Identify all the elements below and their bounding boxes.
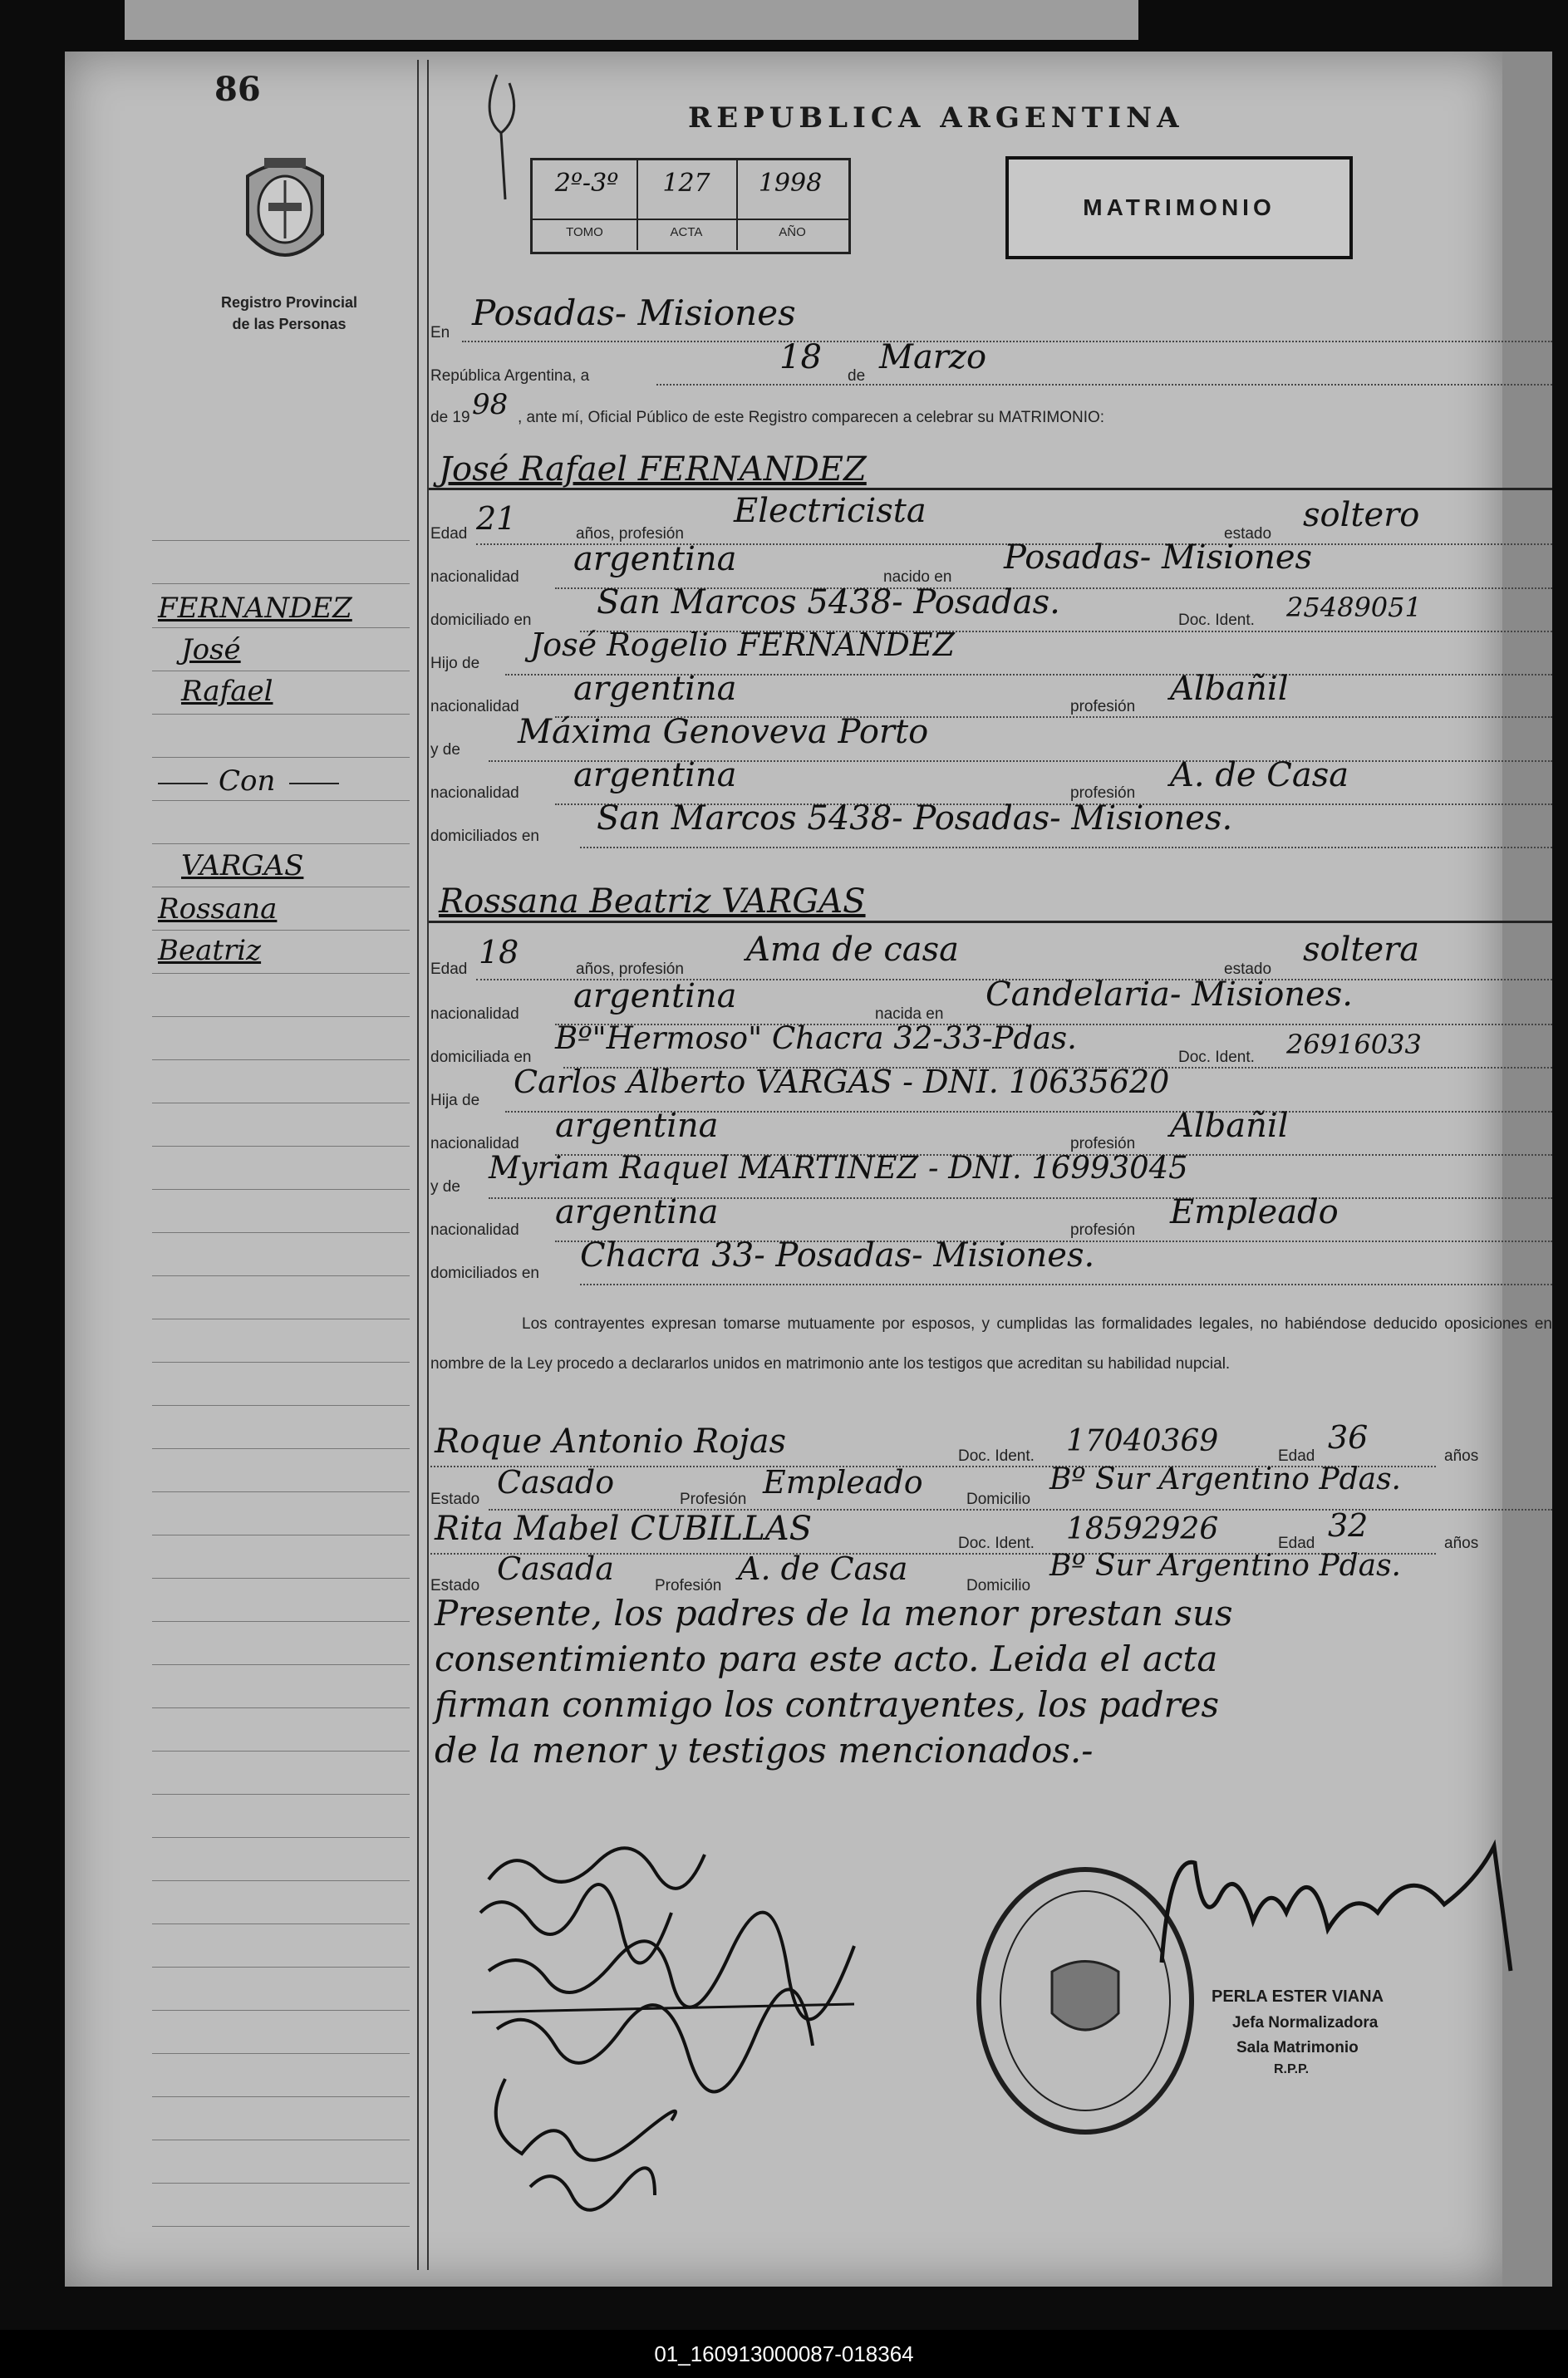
bride-name: Rossana Beatriz VARGAS — [439, 882, 866, 921]
witness2-address: Bº Sur Argentino Pdas. — [1049, 1549, 1401, 1583]
groom-father-prof-label: profesión — [1070, 698, 1136, 715]
margin-rule — [152, 1751, 410, 1752]
register-page — [65, 52, 1552, 2287]
margin-rule — [152, 1794, 410, 1795]
month-value: Marzo — [879, 338, 987, 376]
note-line: Presente, los padres de la menor prestan sus — [435, 1593, 1233, 1634]
bride-father-nationality: argentina — [555, 1107, 719, 1145]
bride-father-profession: Albañil — [1170, 1107, 1289, 1145]
note-line: de la menor y testigos mencionados.- — [435, 1730, 1094, 1771]
margin-rule — [152, 1967, 410, 1968]
groom-parents-dom-label: domiciliados en — [430, 828, 539, 845]
margin-note-name: José — [181, 633, 241, 666]
groom-father-nat-label: nacionalidad — [430, 698, 519, 715]
groom-nationality: argentina — [573, 540, 737, 578]
bride-father-prof-label: profesión — [1070, 1135, 1136, 1152]
witness2-estado-label: Estado — [430, 1577, 480, 1594]
groom-estado-label: estado — [1224, 525, 1272, 543]
groom-father-profession: Albañil — [1170, 670, 1289, 708]
margin-note-surname: VARGAS — [181, 849, 304, 882]
witness2-name: Rita Mabel CUBILLAS — [435, 1510, 813, 1548]
fill-line — [580, 1284, 1552, 1285]
anio-value: 1998 — [758, 169, 823, 198]
witness2-doc: 18592926 — [1066, 1512, 1219, 1546]
registry-name-line2: de las Personas — [232, 316, 347, 332]
margin-rule — [152, 973, 410, 974]
witness1-name: Roque Antonio Rojas — [435, 1422, 787, 1461]
note-line: firman conmigo los contrayentes, los padres — [435, 1684, 1220, 1725]
bride-edad-label: Edad — [430, 961, 468, 978]
witness2-dom-label: Domicilio — [966, 1577, 1031, 1594]
bride-dom-label: domiciliada en — [430, 1049, 532, 1066]
margin-rule — [152, 1405, 410, 1406]
margin-note-surname: FERNANDEZ — [158, 592, 352, 625]
bride-mother-prof-label: profesión — [1070, 1221, 1136, 1239]
groom-parents-address: San Marcos 5438- Posadas- Misiones. — [597, 799, 1233, 838]
margin-rule — [152, 714, 410, 715]
country-title: REPUBLICA ARGENTINA — [688, 101, 1184, 135]
groom-profesion-label: años, profesión — [576, 525, 684, 543]
bride-doc-label: Doc. Ident. — [1178, 1049, 1255, 1066]
witness2-anios-label: años — [1444, 1535, 1479, 1552]
witness1-address: Bº Sur Argentino Pdas. — [1049, 1462, 1401, 1496]
margin-rule — [152, 540, 410, 541]
margin-dash — [158, 783, 208, 784]
bride-profesion-label: años, profesión — [576, 961, 684, 978]
margin-rule — [152, 1621, 410, 1622]
groom-age: 21 — [476, 500, 517, 537]
margin-note-name: Beatriz — [158, 934, 262, 967]
witness2-edad-label: Edad — [1278, 1535, 1315, 1552]
note-line: consentimiento para este acto. Leida el acta — [435, 1639, 1218, 1679]
groom-yde-label: y de — [430, 741, 460, 759]
groom-edad-label: Edad — [430, 525, 468, 543]
handwritten-mark — [464, 66, 538, 208]
witness1-estado-label: Estado — [430, 1491, 480, 1508]
column-divider — [417, 60, 419, 2270]
margin-note-name: Rossana — [158, 892, 278, 926]
margin-rule — [152, 583, 410, 584]
margin-rule — [152, 930, 410, 931]
groom-profession: Electricista — [734, 492, 927, 530]
groom-nacido-label: nacido en — [883, 568, 952, 586]
margin-rule — [152, 1707, 410, 1708]
bride-mother: Myriam Raquel MARTINEZ - DNI. 16993045 — [489, 1150, 1188, 1186]
margin-rule — [152, 627, 410, 628]
acta-label: ACTA — [670, 225, 703, 239]
fill-line — [580, 847, 1552, 848]
groom-doc-label: Doc. Ident. — [1178, 612, 1255, 629]
witness1-doc: 17040369 — [1066, 1424, 1219, 1458]
witness2-prof-label: Profesión — [655, 1577, 722, 1594]
bride-hija-label: Hija de — [430, 1092, 480, 1109]
bride-nat-label: nacionalidad — [430, 1005, 519, 1023]
margin-rule — [152, 2183, 410, 2184]
fill-line — [462, 341, 1552, 342]
margin-rule — [152, 1448, 410, 1449]
margin-rule — [152, 2096, 410, 2097]
de-year-label: de 19 — [430, 409, 470, 426]
margin-rule — [152, 1837, 410, 1838]
groom-father-nationality: argentina — [573, 670, 737, 708]
margin-note-con: Con — [219, 764, 276, 798]
tomo-label: TOMO — [566, 225, 603, 239]
acta-box-divider — [533, 219, 848, 220]
republica-label: República Argentina, a — [430, 367, 590, 385]
day-value: 18 — [779, 338, 822, 376]
margin-rule — [152, 1189, 410, 1190]
margin-rule — [152, 1146, 410, 1147]
margin-rule — [152, 2010, 410, 2011]
witness1-profession: Empleado — [763, 1464, 923, 1501]
place-value: Posadas- Misiones — [472, 292, 796, 333]
bride-mother-profession: Empleado — [1170, 1193, 1339, 1231]
groom-mother: Máxima Genoveva Porto — [518, 713, 929, 751]
groom-name: José Rafael FERNANDEZ — [439, 450, 867, 489]
margin-rule — [152, 1664, 410, 1665]
bride-status: soltera — [1303, 931, 1420, 969]
margin-rule — [152, 1491, 410, 1492]
groom-mother-nationality: argentina — [573, 756, 737, 794]
bride-address: Bº"Hermoso" Chacra 32-33-Pdas. — [555, 1020, 1077, 1056]
fill-line — [656, 384, 1552, 386]
bride-nacida-label: nacida en — [875, 1005, 944, 1023]
section-rule — [429, 488, 1552, 490]
witness1-dom-label: Domicilio — [966, 1491, 1031, 1508]
official-name: PERLA ESTER VIANA — [1212, 1987, 1384, 2006]
bride-age: 18 — [479, 934, 519, 970]
page-number: 86 — [214, 70, 261, 109]
margin-note-name: Rafael — [181, 675, 273, 708]
margin-rule — [152, 2226, 410, 2227]
image-id-footer — [0, 2330, 1568, 2378]
margin-rule — [152, 843, 410, 844]
witness1-edad-label: Edad — [1278, 1447, 1315, 1465]
groom-mother-prof-label: profesión — [1070, 784, 1136, 802]
official-initials: R.P.P. — [1274, 2062, 1310, 2076]
witness1-age: 36 — [1328, 1419, 1369, 1456]
groom-birthplace: Posadas- Misiones — [1004, 538, 1313, 577]
margin-rule — [152, 1275, 410, 1276]
groom-address: San Marcos 5438- Posadas. — [597, 583, 1060, 622]
groom-nat-label: nacionalidad — [430, 568, 519, 586]
margin-rule — [152, 2053, 410, 2054]
margin-rule — [152, 1880, 410, 1881]
witness1-status: Casado — [497, 1464, 615, 1501]
bride-parents-dom-label: domiciliados en — [430, 1265, 539, 1282]
column-divider — [427, 60, 429, 2270]
bride-father: Carlos Alberto VARGAS - DNI. 10635620 — [514, 1064, 1170, 1100]
bride-parents-address: Chacra 33- Posadas- Misiones. — [580, 1236, 1095, 1275]
witness1-doc-label: Doc. Ident. — [958, 1447, 1035, 1465]
margin-dash — [289, 783, 339, 784]
witness2-profession: A. de Casa — [738, 1550, 908, 1587]
seal-emblem-icon — [1044, 1955, 1127, 2046]
bride-profession: Ama de casa — [746, 931, 959, 969]
witness2-age: 32 — [1328, 1507, 1369, 1544]
bride-estado-label: estado — [1224, 961, 1272, 978]
official-signature — [1145, 1830, 1544, 1996]
bride-doc: 26916033 — [1286, 1029, 1422, 1060]
signatures — [455, 1838, 921, 2237]
anio-label: AÑO — [779, 225, 806, 239]
groom-hijo-label: Hijo de — [430, 655, 480, 672]
bride-mother-nat-label: nacionalidad — [430, 1221, 519, 1239]
margin-rule — [152, 800, 410, 801]
witness2-doc-label: Doc. Ident. — [958, 1535, 1035, 1552]
declaration-paragraph: Los contrayentes expresan tomarse mutuamente por esposos, y cumplidas las formalidades legales, no habiéndose deducido oposiciones en nombre de la Ley procedo a declararlos unidos en matrimonio ante los testigos que acreditan su habilidad nupcial. — [430, 1315, 1552, 1373]
groom-doc: 25489051 — [1286, 592, 1422, 623]
witness1-anios-label: años — [1444, 1447, 1479, 1465]
groom-status: soltero — [1303, 496, 1420, 534]
bride-father-nat-label: nacionalidad — [430, 1135, 519, 1152]
official-title: Jefa Normalizadora — [1232, 2014, 1379, 2032]
groom-mother-profession: A. de Casa — [1170, 756, 1349, 794]
year-suffix-value: 98 — [472, 388, 509, 421]
de-label: de — [848, 367, 866, 385]
bride-nationality: argentina — [573, 977, 737, 1015]
en-label: En — [430, 324, 450, 341]
margin-rule — [152, 1362, 410, 1363]
groom-dom-label: domiciliado en — [430, 612, 532, 629]
coat-of-arms-icon — [231, 151, 339, 276]
tomo-value: 2º-3º — [554, 169, 619, 198]
bride-mother-nationality: argentina — [555, 1193, 719, 1231]
groom-father: José Rogelio FERNANDEZ — [530, 626, 956, 663]
intro-statement: , ante mí, Oficial Público de este Registro comparecen a celebrar su MATRIMONIO: — [518, 409, 1105, 426]
record-type-label: MATRIMONIO — [1083, 194, 1276, 220]
witness1-prof-label: Profesión — [680, 1491, 747, 1508]
image-id: 01_160913000087-018364 — [654, 2341, 914, 2366]
registry-name-line1: Registro Provincial — [220, 294, 358, 311]
margin-rule — [152, 1059, 410, 1060]
witness2-status: Casada — [497, 1550, 614, 1587]
margin-rule — [152, 1016, 410, 1017]
previous-page-edge — [125, 0, 1138, 40]
record-type-box — [1005, 156, 1353, 259]
acta-value: 127 — [662, 169, 710, 198]
bride-birthplace: Candelaria- Misiones. — [986, 975, 1353, 1014]
acta-box — [530, 158, 851, 254]
official-office: Sala Matrimonio — [1236, 2039, 1359, 2056]
groom-mother-nat-label: nacionalidad — [430, 784, 519, 802]
margin-rule — [152, 1578, 410, 1579]
margin-rule — [152, 757, 410, 758]
section-rule — [429, 921, 1552, 923]
bride-yde-label: y de — [430, 1178, 460, 1196]
margin-rule — [152, 1232, 410, 1233]
